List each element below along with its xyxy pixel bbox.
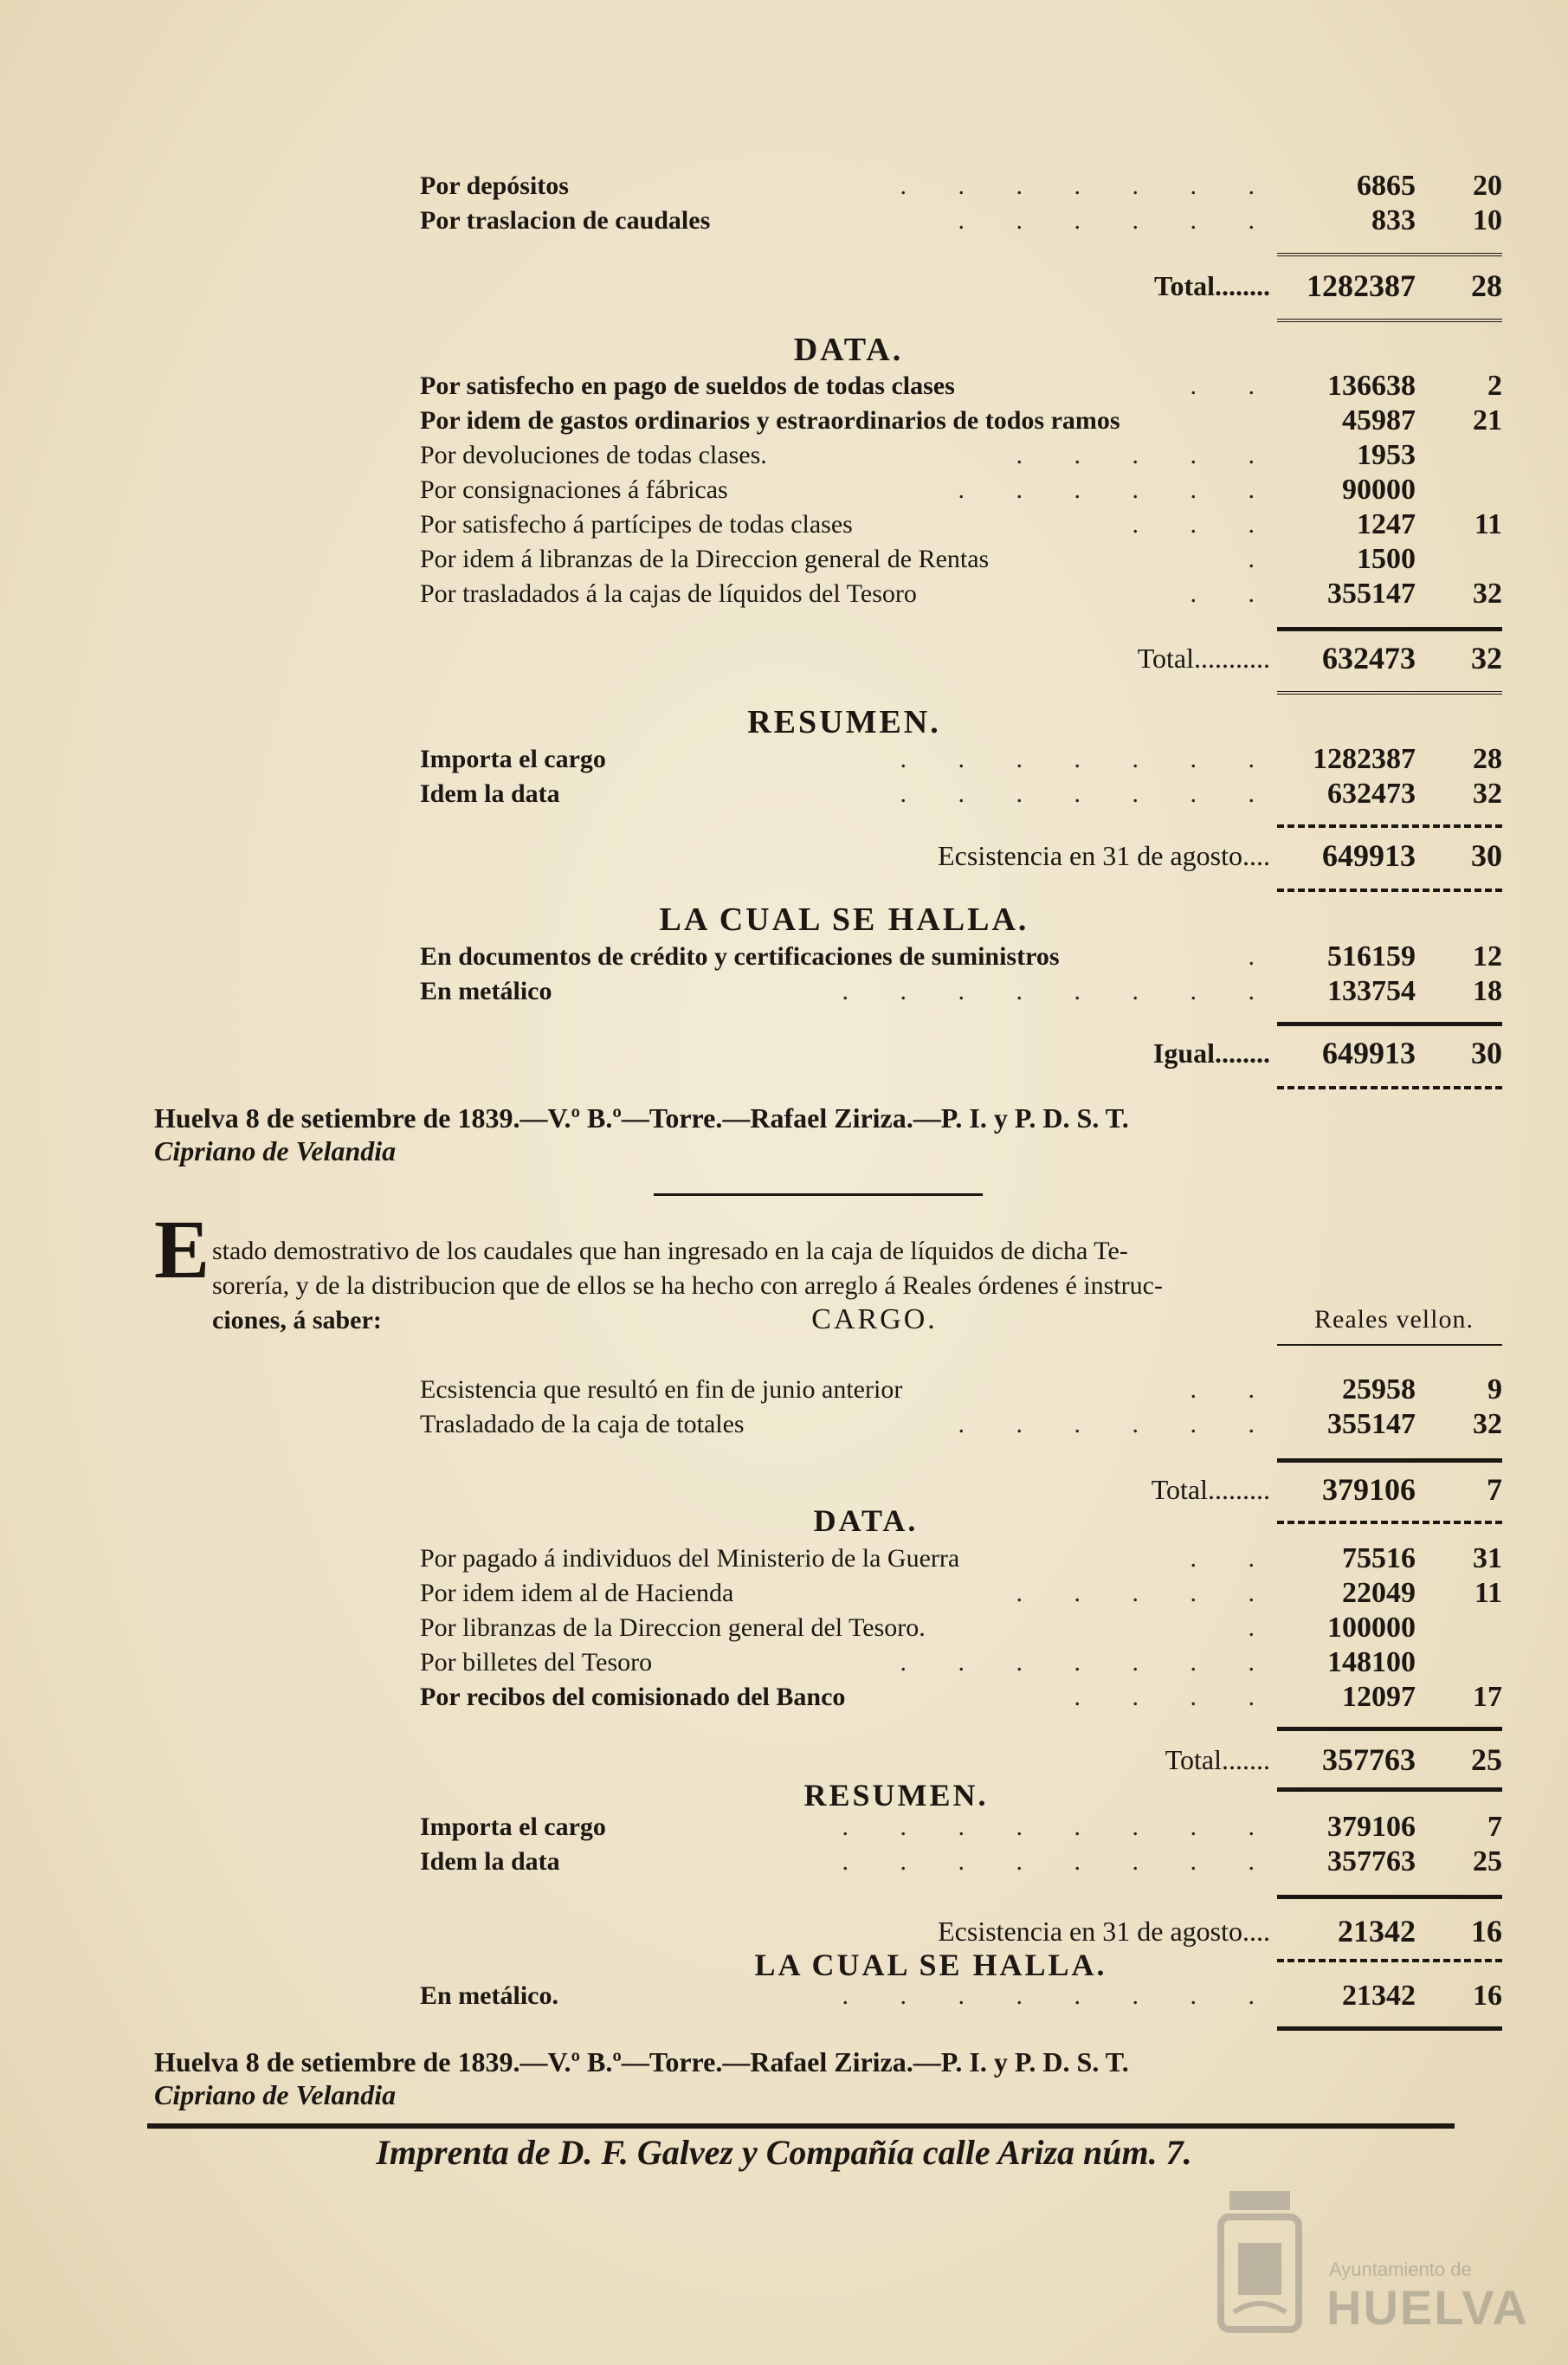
watermark-title: HUELVA (1326, 2280, 1529, 2335)
total-cargo-row: Total........ 1282387 28 (1154, 268, 1502, 303)
sum-rule (1277, 1787, 1502, 1792)
sum-rule (1277, 1895, 1502, 1899)
ledger-row: En metálico . . . . . . . . 133754 18 (420, 975, 1502, 1007)
halla-heading: LA CUAL SE HALLA. (754, 1948, 1107, 1982)
data-heading: DATA. (813, 1503, 919, 1538)
ledger-row: Por idem á libranzas de la Direccion general de Rentas . 1500 (420, 543, 1416, 575)
ledger-row: Por libranzas de la Direccion general del Tesoro. . 100000 (420, 1612, 1416, 1644)
ledger-row: Importa el cargo . . . . . . . . 379106 7 (420, 1811, 1502, 1843)
ledger-row: Por consignaciones á fábricas . . . . . . 90000 (420, 474, 1416, 506)
sum-rule (1277, 2026, 1502, 2031)
ledger-row: Idem la data . . . . . . . 632473 32 (420, 778, 1502, 810)
signature-line: Huelva 8 de setiembre de 1839.—V.º B.º—Torre.—Rafael Ziriza.—P. I. y P. D. S. T. (154, 2046, 1129, 2077)
data-heading: DATA. (793, 332, 904, 368)
sum-rule (1277, 319, 1502, 322)
total-cargo-row: Total......... 379106 7 (1151, 1472, 1502, 1507)
intro-line: stado demostrativo de los caudales que han ingresado en la caja de líquidos de dicha Te- (212, 1237, 1128, 1265)
sum-rule (1277, 253, 1502, 256)
igual-row: Igual........ 649913 30 (1152, 1036, 1502, 1070)
cargo-heading: CARGO. (811, 1303, 938, 1335)
sum-rule (1277, 824, 1502, 828)
ledger-row: Por pagado á individuos del Ministerio de la Guerra . . 75516 31 (420, 1542, 1502, 1574)
ledger-row: Por recibos del comisionado del Banco . . . . 12097 17 (420, 1681, 1502, 1713)
ledger-row: Por idem de gastos ordinarios y estraordinarios de todos ramos 45987 21 (420, 404, 1502, 436)
municipal-watermark (1212, 2182, 1529, 2355)
sum-rule (1277, 627, 1502, 631)
existencia-row: Ecsistencia en 31 de agosto.... 21342 16 (938, 1914, 1502, 1948)
sum-rule (1277, 1521, 1502, 1524)
intro-line: sorería, y de la distribucion que de ellos se ha hecho con arreglo á Reales órdenes é instruc- (212, 1271, 1163, 1300)
intro-line: ciones, á saber: (212, 1306, 382, 1334)
ledger-row: Importa el cargo . . . . . . . 1282387 28 (420, 743, 1502, 775)
ledger-row: En documentos de crédito y certificaciones de suministros . 516159 12 (420, 940, 1502, 972)
sum-rule (1277, 1086, 1502, 1089)
signature-line: Huelva 8 de setiembre de 1839.—V.º B.º—Torre.—Rafael Ziriza.—P. I. y P. D. S. T. (154, 1102, 1129, 1134)
drop-cap: E (154, 1203, 210, 1296)
resumen-heading: RESUMEN. (747, 704, 941, 740)
total-data-row: Total........... 632473 32 (1137, 641, 1502, 675)
footer-rule (147, 2123, 1455, 2129)
ledger-row: Por depósitos . . . . . . . 6865 20 (420, 170, 1502, 202)
sum-rule (1277, 1959, 1502, 1962)
ledger-row: Idem la data . . . . . . . . 357763 25 (420, 1845, 1502, 1877)
ledger-row: Por satisfecho en pago de sueldos de todas clases . . 136638 2 (420, 370, 1502, 402)
currency-label: Reales vellon. (1314, 1305, 1474, 1334)
sum-rule (1277, 1344, 1502, 1346)
watermark-caption: Ayuntamiento de (1329, 2258, 1472, 2280)
ledger-row: Trasladado de la caja de totales . . . . . . 355147 32 (420, 1408, 1502, 1440)
ledger-row: En metálico. . . . . . . . . 21342 16 (420, 1980, 1502, 2012)
ledger-row: Ecsistencia que resultó en fin de junio anterior . . 25958 9 (420, 1373, 1502, 1405)
section-divider (654, 1193, 983, 1196)
ledger-row: Por billetes del Tesoro . . . . . . . 148100 (420, 1646, 1416, 1678)
ledger-row: Por traslacion de caudales . . . . . . 833 10 (420, 204, 1502, 236)
total-data-row: Total....... 357763 25 (1165, 1742, 1502, 1777)
existencia-row: Ecsistencia en 31 de agosto.... 649913 30 (938, 838, 1502, 873)
sum-rule (1277, 888, 1502, 892)
ledger-row: Por idem idem al de Hacienda . . . . . 22049 11 (420, 1577, 1502, 1609)
halla-heading: LA CUAL SE HALLA. (659, 901, 1029, 938)
signature-name: Cipriano de Velandia (154, 1135, 397, 1166)
sum-rule (1277, 1022, 1502, 1026)
sum-rule (1277, 691, 1502, 695)
crest-icon (1212, 2182, 1307, 2347)
ledger-row: Por satisfecho á partícipes de todas clases . . . 1247 11 (420, 508, 1502, 540)
signature-name: Cipriano de Velandia (154, 2079, 397, 2110)
resumen-heading: RESUMEN. (803, 1778, 989, 1813)
ledger-row: Por trasladados á la cajas de líquidos del Tesoro . . 355147 32 (420, 578, 1502, 610)
ledger-row: Por devoluciones de todas clases. . . . . . 1953 (420, 439, 1416, 471)
sum-rule (1277, 1458, 1502, 1463)
printer-imprint: Imprenta de D. F. Galvez y Compañía calle Ariza núm. 7. (376, 2133, 1192, 2172)
sum-rule (1277, 1727, 1502, 1731)
